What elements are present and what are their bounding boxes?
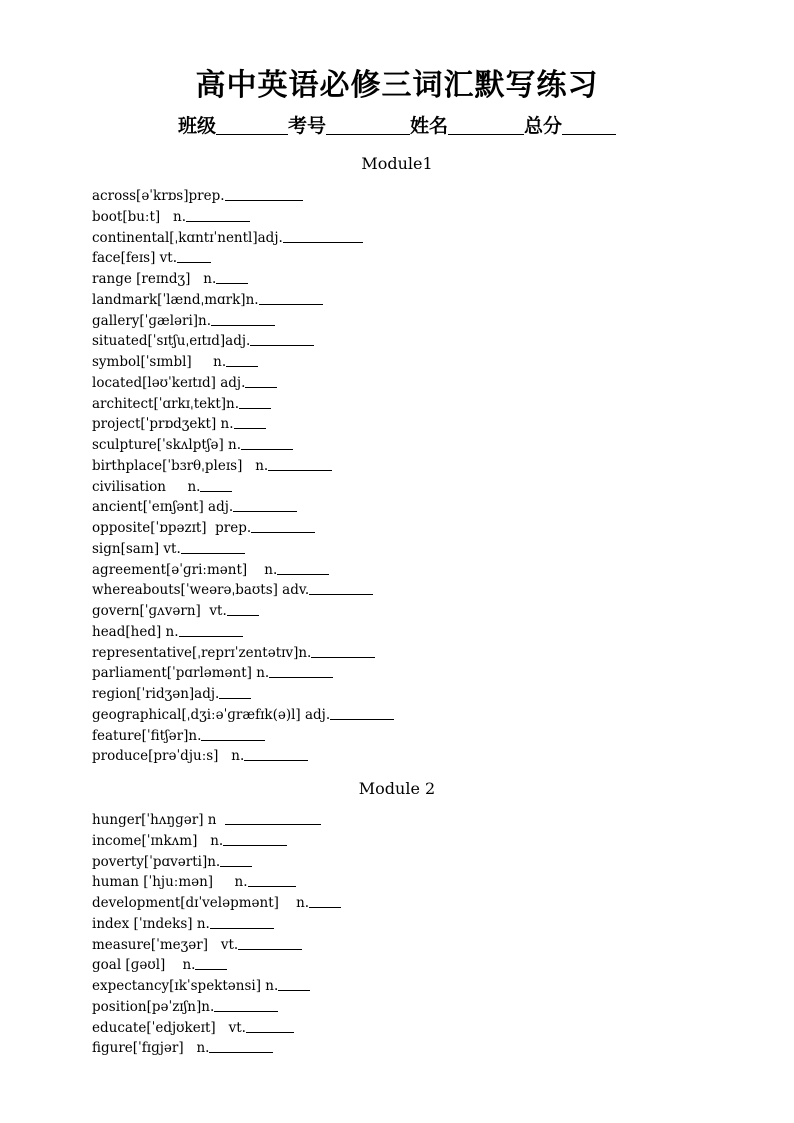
vocab-term: boot[buːt] n.: [92, 208, 187, 225]
answer-blank[interactable]: [200, 479, 232, 492]
vocab-term: govern[ˈɡʌvərn] vt.: [92, 603, 227, 619]
vocab-term: goal [ɡəʊl] n.: [92, 957, 196, 974]
module2-vocab-item: [92, 872, 732, 893]
answer-blank[interactable]: [269, 665, 333, 678]
vocab-term: across[əˈkrɒs]prep.: [92, 188, 225, 204]
module1-vocab-item: [92, 228, 732, 249]
module2-vocab-item: [92, 914, 732, 935]
answer-blank[interactable]: [309, 895, 341, 908]
exam-no-field[interactable]: [326, 116, 410, 135]
module1-vocab-item: [92, 269, 732, 290]
answer-blank[interactable]: [234, 416, 266, 429]
module1-vocab-item: [92, 311, 732, 332]
page-title: 高中英语必修三词汇默写练习: [195, 68, 599, 103]
answer-blank[interactable]: [201, 728, 265, 741]
answer-blank[interactable]: [245, 375, 277, 388]
module1-vocab-item: [92, 290, 732, 311]
answer-blank[interactable]: [309, 582, 373, 595]
class-label: 班级: [177, 115, 216, 137]
vocab-term: measure[ˈmeʒər] vt.: [92, 936, 239, 953]
module1-vocab-item: [92, 580, 732, 601]
answer-blank[interactable]: [330, 707, 394, 720]
module1-vocab-item: [92, 248, 732, 269]
answer-blank[interactable]: [225, 188, 303, 201]
module1-vocab-item: [92, 560, 732, 581]
vocab-term: face[feɪs] vt.: [92, 250, 177, 267]
vocab-term: sign[saɪn] vt.: [92, 540, 181, 557]
answer-blank[interactable]: [241, 437, 293, 450]
vocab-term: gallery[ˈɡæləri]n.: [92, 312, 212, 329]
answer-blank[interactable]: [211, 313, 275, 326]
name-field[interactable]: [448, 116, 524, 135]
answer-blank[interactable]: [238, 937, 302, 950]
module1-vocab-item: [92, 622, 732, 643]
vocab-term: income[ˈɪnkʌm] n.: [92, 832, 224, 849]
module2-vocab-item: [92, 852, 732, 873]
vocab-term: head[hed] n.: [92, 623, 179, 640]
answer-blank[interactable]: [268, 458, 332, 471]
answer-blank[interactable]: [226, 354, 258, 367]
answer-blank[interactable]: [219, 686, 251, 699]
answer-blank[interactable]: [210, 916, 274, 929]
module2-vocab-item: [92, 893, 732, 914]
vocab-term: parliament[ˈpɑrləmənt] n.: [92, 665, 270, 682]
module2-vocab-item: [92, 1018, 732, 1039]
module1-vocab-item: [92, 331, 732, 352]
answer-blank[interactable]: [239, 396, 271, 409]
module1-vocab-item: [92, 643, 732, 664]
vocab-term: index [ˈɪndeks] n.: [92, 915, 210, 932]
module1-vocab-item: [92, 373, 732, 394]
module1-vocab-item: [92, 394, 732, 415]
vocab-term: poverty[ˈpɑvərti]n.: [92, 853, 221, 870]
vocab-term: range [reɪndʒ] n.: [92, 271, 217, 287]
module1-vocab-item: [92, 746, 732, 767]
answer-blank[interactable]: [195, 957, 227, 970]
info-line: [0, 111, 794, 138]
answer-blank[interactable]: [251, 520, 315, 533]
answer-blank[interactable]: [223, 833, 287, 846]
answer-blank[interactable]: [214, 999, 278, 1012]
module2-vocab-item: [92, 976, 732, 997]
vocab-term: development[dɪˈveləpmənt] n.: [92, 895, 310, 911]
module1-vocab-item: [92, 435, 732, 456]
answer-blank[interactable]: [246, 1020, 294, 1033]
module2-vocab-item: [92, 997, 732, 1018]
vocab-term: agreement[əˈɡriːmənt] n.: [92, 561, 278, 578]
module2-word-list: [92, 810, 732, 1059]
vocab-term: continental[ˌkɑntɪˈnentl]adj.: [92, 229, 283, 246]
module1-vocab-item: [92, 352, 732, 373]
answer-blank[interactable]: [220, 854, 252, 867]
answer-blank[interactable]: [209, 1040, 273, 1053]
vocab-term: symbol[ˈsɪmbl] n.: [92, 354, 227, 370]
exam-no-label: 考号: [287, 115, 326, 137]
vocab-term: ancient[ˈeɪnʃənt] adj.: [92, 499, 234, 516]
vocab-term: human [ˈhjuːmən] n.: [92, 874, 248, 891]
answer-blank[interactable]: [248, 874, 296, 887]
module2-vocab-item: [92, 1038, 732, 1059]
vocab-term: sculpture[ˈskʌlptʃə] n.: [92, 437, 242, 453]
answer-blank[interactable]: [259, 292, 323, 305]
module1-vocab-item: [92, 518, 732, 539]
answer-blank[interactable]: [233, 499, 297, 512]
module1-vocab-item: [92, 663, 732, 684]
answer-blank[interactable]: [283, 230, 363, 243]
answer-blank[interactable]: [177, 250, 211, 263]
module1-heading: Module1: [361, 154, 433, 173]
vocab-term: region[ˈridʒən]adj.: [92, 686, 220, 702]
module1-vocab-item: [92, 186, 732, 207]
vocab-term: representative[ˌreprɪˈzentətɪv]n.: [92, 644, 312, 661]
module1-word-list: [92, 186, 732, 767]
vocab-term: situated[ˈsɪtʃuˌeɪtɪd]adj.: [92, 333, 251, 350]
answer-blank[interactable]: [179, 624, 243, 637]
module2-vocab-item: [92, 935, 732, 956]
module1-vocab-item: [92, 456, 732, 477]
module1-vocab-item: [92, 684, 732, 705]
answer-blank[interactable]: [181, 541, 245, 554]
module1-vocab-item: [92, 601, 732, 622]
answer-blank[interactable]: [278, 978, 310, 991]
module2-vocab-item: [92, 810, 732, 831]
score-label: 总分: [524, 115, 563, 137]
vocab-term: project[ˈprɒdʒekt] n.: [92, 416, 234, 433]
answer-blank[interactable]: [250, 333, 314, 346]
module1-vocab-item: [92, 539, 732, 560]
name-label: 姓名: [410, 115, 449, 137]
class-field[interactable]: [216, 116, 288, 135]
vocab-term: located[ləʊˈkeɪtɪd] adj.: [92, 374, 246, 391]
module2-heading: Module 2: [358, 779, 436, 798]
module1-vocab-item: [92, 414, 732, 435]
vocab-term: educate[ˈedjʊkeɪt] vt.: [92, 1019, 246, 1036]
vocab-term: produce[prəˈdjuːs] n.: [92, 748, 245, 765]
vocab-term: figure[ˈfɪɡjər] n.: [92, 1040, 210, 1057]
vocab-term: civilisation n.: [92, 478, 201, 495]
answer-blank[interactable]: [244, 748, 308, 761]
answer-blank[interactable]: [277, 562, 329, 575]
vocab-term: architect[ˈɑrkɪˌtekt]n.: [92, 395, 240, 412]
module2-vocab-item: [92, 955, 732, 976]
answer-blank[interactable]: [216, 271, 248, 284]
vocab-term: hunger[ˈhʌŋɡər] n: [92, 812, 226, 828]
vocab-term: position[pəˈzɪʃn]n.: [92, 998, 215, 1015]
module1-vocab-item: [92, 497, 732, 518]
vocab-term: birthplace[ˈbɜrθˌpleɪs] n.: [92, 457, 269, 474]
score-field[interactable]: [562, 116, 616, 135]
answer-blank[interactable]: [186, 209, 250, 222]
module1-vocab-item: [92, 207, 732, 228]
vocab-term: expectancy[ɪkˈspektənsi] n.: [92, 978, 279, 994]
vocab-term: whereabouts[ˈweərəˌbaʊts] adv.: [92, 582, 310, 599]
module1-vocab-item: [92, 705, 732, 726]
vocab-term: geographical[ˌdʒiːəˈɡræfɪk(ə)l] adj.: [92, 706, 331, 723]
vocab-term: opposite[ˈɒpəzɪt] prep.: [92, 520, 252, 536]
vocab-term: landmark[ˈlændˌmɑrk]n.: [92, 291, 259, 308]
module1-vocab-item: [92, 477, 732, 498]
answer-blank[interactable]: [227, 603, 259, 616]
answer-blank[interactable]: [311, 645, 375, 658]
module2-vocab-item: [92, 831, 732, 852]
module1-vocab-item: [92, 726, 732, 747]
answer-blank[interactable]: [225, 812, 321, 825]
vocab-term: feature[ˈfitʃər]n.: [92, 727, 202, 744]
